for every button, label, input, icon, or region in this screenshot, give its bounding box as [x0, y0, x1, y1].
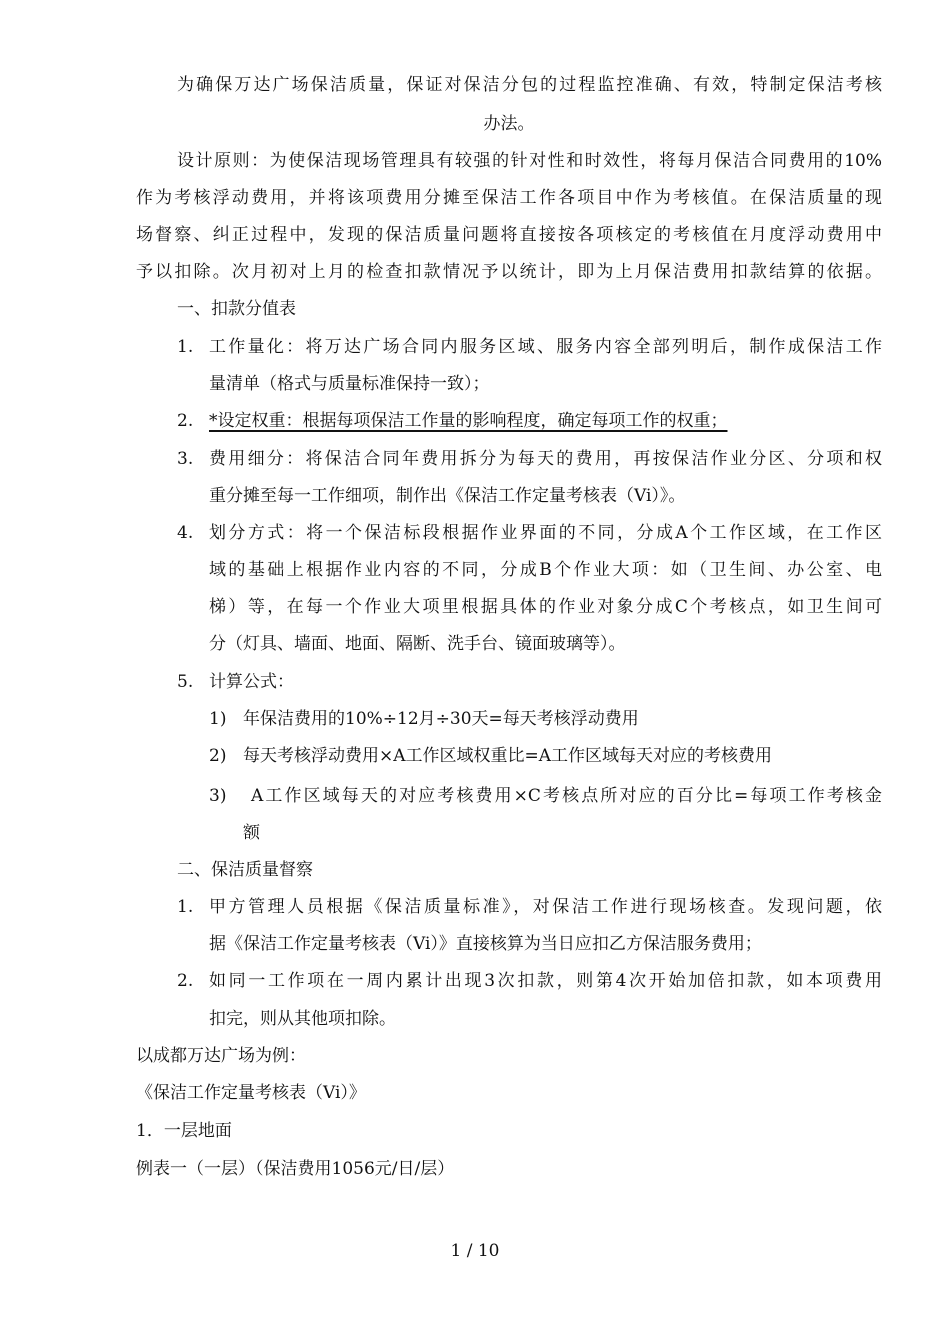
item5-line-1: 计算公式：: [209, 672, 294, 692]
example-sub-title: 1．一层地面: [136, 1121, 232, 1141]
formula3-number: 3): [209, 786, 227, 806]
item1-line-1: 工作量化：将万达广场合同内服务区域、服务内容全部列明后，制作成保洁工作: [209, 337, 882, 357]
example-table-caption: 例表一（一层）（保洁费用1056元/日/层）: [136, 1159, 455, 1179]
formula2-number: 2): [209, 746, 227, 766]
item3-number: 3.: [177, 449, 194, 469]
formula2-text: 每天考核浮动费用×A工作区域权重比=A工作区域每天对应的考核费用: [243, 746, 773, 766]
s2-item1-line-2: 据《保洁工作定量考核表（Vi）》直接核算为当日应扣乙方保洁服务费用；: [209, 934, 762, 954]
item2-line-1: *设定权重：根据每项保洁工作量的影响程度，确定每项工作的权重；: [209, 411, 728, 431]
principle-line-1: 设计原则：为使保洁现场管理具有较强的针对性和时效性，将每月保洁合同费用的10%: [177, 151, 882, 171]
formula3-line-1: A工作区域每天的对应考核费用×C考核点所对应的百分比=每项工作考核金: [251, 786, 882, 806]
example-intro: 以成都万达广场为例：: [136, 1046, 306, 1066]
s2-item2-number: 2.: [177, 971, 194, 991]
s2-item1-line-1: 甲方管理人员根据《保洁质量标准》，对保洁工作进行现场核查。发现问题，依: [209, 897, 882, 917]
formula1-text: 年保洁费用的10%÷12月÷30天=每天考核浮动费用: [243, 709, 639, 729]
page-indicator: 1 / 10: [450, 1241, 500, 1261]
principle-line-4: 予以扣除。次月初对上月的检查扣款情况予以统计，即为上月保洁费用扣款结算的依据。: [136, 262, 882, 282]
item3-line-1: 费用细分：将保洁合同年费用拆分为每天的费用，再按保洁作业分区、分项和权: [209, 449, 882, 469]
formula3-line-2: 额: [243, 823, 260, 843]
item4-line-4: 分（灯具、墙面、地面、隔断、洗手台、镜面玻璃等）。: [209, 634, 626, 654]
item5-number: 5.: [177, 672, 194, 692]
principle-line-2: 作为考核浮动费用，并将该项费用分摊至保洁工作各项目中作为考核值。在保洁质量的现: [136, 188, 882, 208]
item4-line-3: 梯）等，在每一个作业大项里根据具体的作业对象分成C个考核点，如卫生间可: [209, 597, 882, 617]
item1-number: 1.: [177, 337, 194, 357]
item2-number: 2.: [177, 411, 194, 431]
section1-title: 一、扣款分值表: [177, 299, 296, 319]
example-table-title: 《保洁工作定量考核表（Vi）》: [136, 1083, 366, 1103]
item4-line-2: 域的基础上根据作业内容的不同，分成B个作业大项：如（卫生间、办公室、电: [209, 560, 882, 580]
item4-number: 4.: [177, 523, 194, 543]
section2-title: 二、保洁质量督察: [177, 860, 313, 880]
item4-line-1: 划分方式：将一个保洁标段根据作业界面的不同，分成A个工作区域，在工作区: [209, 523, 882, 543]
item3-line-2: 重分摊至每一工作细项，制作出《保洁工作定量考核表（Vi）》。: [209, 486, 686, 506]
s2-item2-line-2: 扣完，则从其他项扣除。: [209, 1009, 396, 1029]
s2-item2-line-1: 如同一工作项在一周内累计出现3次扣款，则第4次开始加倍扣款，如本项费用: [209, 971, 882, 991]
intro-line-2: 办法。: [483, 114, 535, 134]
principle-line-3: 场督察、纠正过程中，发现的保洁质量问题将直接按各项核定的考核值在月度浮动费用中: [136, 225, 882, 245]
formula1-number: 1): [209, 709, 227, 729]
intro-line-1: 为确保万达广场保洁质量，保证对保洁分包的过程监控准确、有效，特制定保洁考核: [177, 75, 882, 95]
s2-item1-number: 1.: [177, 897, 194, 917]
item1-line-2: 量清单（格式与质量标准保持一致）；: [209, 374, 490, 394]
